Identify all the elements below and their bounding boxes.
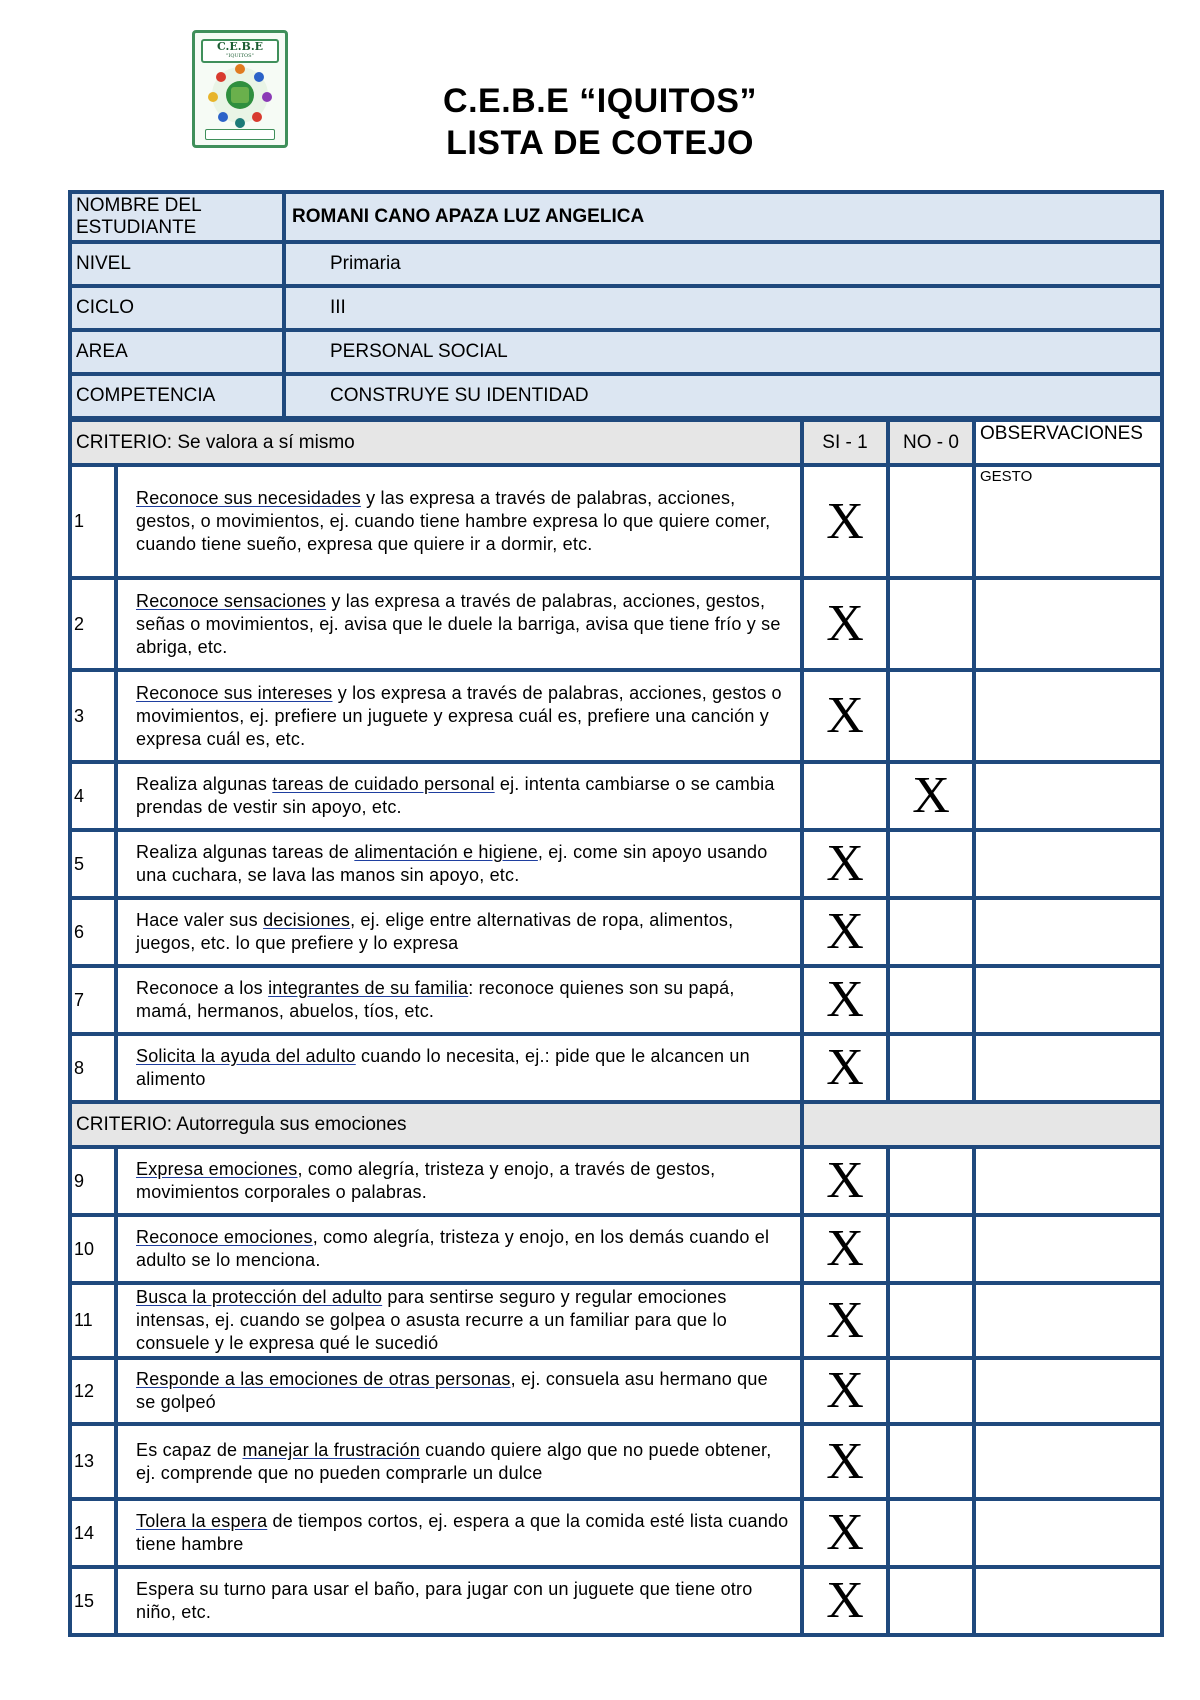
item-description xyxy=(116,762,802,830)
si-cell[interactable] xyxy=(802,1499,888,1567)
no-cell[interactable] xyxy=(888,762,974,830)
column-si: SI - 1 xyxy=(802,420,888,465)
item-number: 15 xyxy=(70,1567,116,1635)
criteria-2-header-fill xyxy=(802,1102,1162,1147)
item-text-underlined: Reconoce sensaciones xyxy=(136,590,327,611)
si-cell[interactable] xyxy=(802,1567,888,1635)
criteria-row xyxy=(70,670,1162,762)
item-description xyxy=(116,578,802,670)
logo-subtext: "IQUITOS" xyxy=(226,53,254,59)
item-text-post: y los expresa a través de palabras, acciones, gestos o movimientos, ej. prefiere un juguete y expresa cuál es, prefiere una canción y expresa cuál es, etc. xyxy=(136,682,782,749)
check-mark: X xyxy=(912,767,950,824)
item-description xyxy=(116,966,802,1034)
item-text-pre: Hace valer sus xyxy=(136,910,264,930)
item-number: 14 xyxy=(70,1499,116,1567)
no-cell[interactable] xyxy=(888,1215,974,1283)
name-label: NOMBRE DEL ESTUDIANTE xyxy=(70,192,284,242)
criteria-row xyxy=(70,1147,1162,1215)
criteria-2-title: CRITERIO: Autorregula sus emociones xyxy=(70,1102,802,1147)
no-cell[interactable] xyxy=(888,1358,974,1424)
check-mark: X xyxy=(826,1291,864,1349)
competence-value: CONSTRUYE SU IDENTIDAD xyxy=(284,374,1162,418)
observation-cell[interactable] xyxy=(974,1567,1162,1635)
check-mark: X xyxy=(826,835,864,892)
criteria-row xyxy=(70,1034,1162,1102)
logo-text: C.E.B.E xyxy=(216,40,264,53)
si-cell[interactable] xyxy=(802,830,888,898)
check-mark: X xyxy=(826,1152,864,1209)
no-cell[interactable] xyxy=(888,1034,974,1102)
item-description xyxy=(116,1499,802,1567)
item-number: 10 xyxy=(70,1215,116,1283)
page-subtitle: LISTA DE COTEJO xyxy=(446,124,754,162)
criteria-row xyxy=(70,898,1162,966)
level-label: NIVEL xyxy=(70,242,284,286)
item-text-post: , ej. consuela asu hermano que se golpeó xyxy=(136,1369,768,1412)
criteria-1-title: CRITERIO: Se valora a sí mismo xyxy=(70,420,802,465)
observation-cell[interactable] xyxy=(974,966,1162,1034)
item-text-post: y las expresa a través de palabras, acciones, gestos, o movimientos, ej. cuando tiene hambre expresa lo que quiere comer, cuando tiene sueño, expresa que quiere ir a dormir, etc. xyxy=(136,488,771,554)
item-text-underlined: integrantes de su familia xyxy=(268,978,469,998)
observation-cell[interactable] xyxy=(974,1283,1162,1358)
observation-cell[interactable] xyxy=(974,830,1162,898)
item-number: 3 xyxy=(70,670,116,762)
criteria-row xyxy=(70,465,1162,578)
check-mark: X xyxy=(826,595,864,652)
info-row-competence xyxy=(70,374,1162,418)
no-cell[interactable] xyxy=(888,1424,974,1499)
criteria-2-header-row xyxy=(70,1102,1162,1147)
no-cell[interactable] xyxy=(888,578,974,670)
criteria-row xyxy=(70,578,1162,670)
item-description xyxy=(116,1215,802,1283)
student-info-table xyxy=(68,190,1164,420)
no-cell[interactable] xyxy=(888,1283,974,1358)
page-title: C.E.B.E “IQUITOS” xyxy=(443,82,757,120)
observation-cell[interactable] xyxy=(974,898,1162,966)
column-observations: OBSERVACIONES xyxy=(974,420,1162,465)
no-cell[interactable] xyxy=(888,830,974,898)
si-cell[interactable] xyxy=(802,1147,888,1215)
item-text-post: para sentirse seguro y regular emociones intensas, ej. cuando se golpea o asusta recurre a un familiar para que lo consuele y le expresa qué le sucedió xyxy=(136,1287,727,1353)
item-text-underlined: tareas de cuidado personal xyxy=(272,774,495,794)
info-row-level xyxy=(70,242,1162,286)
observation-cell[interactable] xyxy=(974,1424,1162,1499)
item-number: 4 xyxy=(70,762,116,830)
item-text-post: , como alegría, tristeza y enojo, en los demás cuando el adulto se lo menciona. xyxy=(136,1227,770,1270)
item-text-post: cuando quiere algo que no puede obtener, ej. comprende que no pueden comprarle un dulce xyxy=(136,1439,772,1483)
area-label: AREA xyxy=(70,330,284,374)
item-description xyxy=(116,1358,802,1424)
item-text-post: Espera su turno para usar el baño, para jugar con un juguete que tiene otro niño, etc. xyxy=(136,1579,753,1622)
children-circle-icon xyxy=(201,61,279,129)
item-number: 9 xyxy=(70,1147,116,1215)
checklist-table xyxy=(68,418,1164,1637)
item-text-post: , ej. elige entre alternativas de ropa, alimentos, juegos, etc. lo que prefiere y lo expresa xyxy=(136,910,734,953)
item-text-post: : reconoce quienes son su papá, mamá, hermanos, abuelos, tíos, etc. xyxy=(136,978,735,1021)
item-number: 2 xyxy=(70,578,116,670)
check-mark: X xyxy=(826,1362,864,1419)
item-text-pre: Es capaz de xyxy=(136,1439,243,1460)
observation-cell[interactable] xyxy=(974,670,1162,762)
si-cell[interactable] xyxy=(802,670,888,762)
info-row-name xyxy=(70,192,1162,242)
item-text-underlined: Reconoce sus necesidades xyxy=(136,488,361,508)
si-cell[interactable] xyxy=(802,966,888,1034)
item-description xyxy=(116,1283,802,1358)
info-row-area xyxy=(70,330,1162,374)
si-cell[interactable] xyxy=(802,1034,888,1102)
item-text-post: de tiempos cortos, ej. espera a que la comida esté lista cuando tiene hambre xyxy=(136,1511,789,1554)
observation-text: GESTO xyxy=(980,468,1033,485)
level-value: Primaria xyxy=(284,242,1162,286)
item-description xyxy=(116,1147,802,1215)
check-mark: X xyxy=(826,1432,864,1490)
item-text-post: , ej. come sin apoyo usando una cuchara, se lava las manos sin apoyo, etc. xyxy=(136,842,768,885)
item-text-underlined: Solicita la ayuda del adulto xyxy=(136,1046,356,1066)
item-text-underlined: alimentación e higiene xyxy=(354,842,538,862)
item-description xyxy=(116,465,802,578)
item-number: 8 xyxy=(70,1034,116,1102)
name-value: ROMANI CANO APAZA LUZ ANGELICA xyxy=(284,192,1162,242)
check-mark: X xyxy=(826,687,864,744)
no-cell[interactable] xyxy=(888,898,974,966)
si-cell[interactable] xyxy=(802,1424,888,1499)
item-text-pre: Realiza algunas tareas de xyxy=(136,842,355,862)
item-number: 1 xyxy=(70,465,116,578)
item-text-post: ej. intenta cambiarse o se cambia prendas de vestir sin apoyo, etc. xyxy=(136,774,775,817)
si-cell[interactable] xyxy=(802,762,888,830)
criteria-row xyxy=(70,1567,1162,1635)
criteria-row xyxy=(70,966,1162,1034)
item-text-underlined: Busca la protección del adulto xyxy=(136,1287,383,1307)
item-number: 12 xyxy=(70,1358,116,1424)
item-text-underlined: manejar la frustración xyxy=(242,1439,420,1460)
criteria-row xyxy=(70,1424,1162,1499)
item-text-post: y las expresa a través de palabras, acciones, gestos, señas o movimientos, ej. avisa que le duele la barriga, avisa que tiene frío y se abriga, etc. xyxy=(136,590,781,657)
no-cell[interactable] xyxy=(888,966,974,1034)
si-cell[interactable] xyxy=(802,898,888,966)
item-text-underlined: Reconoce sus intereses xyxy=(136,682,333,703)
observation-cell[interactable] xyxy=(974,1358,1162,1424)
item-description xyxy=(116,830,802,898)
area-value: PERSONAL SOCIAL xyxy=(284,330,1162,374)
item-text-underlined: Tolera la espera xyxy=(136,1511,268,1531)
item-description xyxy=(116,1567,802,1635)
check-mark: X xyxy=(826,1504,864,1561)
info-row-cycle xyxy=(70,286,1162,330)
criteria-row xyxy=(70,830,1162,898)
criteria-row xyxy=(70,1215,1162,1283)
check-mark: X xyxy=(826,1572,864,1629)
no-cell[interactable] xyxy=(888,1499,974,1567)
si-cell[interactable] xyxy=(802,1358,888,1424)
no-cell[interactable] xyxy=(888,1567,974,1635)
cycle-label: CICLO xyxy=(70,286,284,330)
no-cell[interactable] xyxy=(888,1147,974,1215)
observation-cell[interactable] xyxy=(974,1215,1162,1283)
item-description xyxy=(116,898,802,966)
cycle-value: III xyxy=(284,286,1162,330)
check-mark: X xyxy=(826,492,864,550)
item-text-underlined: Expresa emociones xyxy=(136,1159,298,1179)
item-text-post: , como alegría, tristeza y enojo, a través de gestos, movimientos corporales o palabras. xyxy=(136,1159,716,1202)
item-number: 13 xyxy=(70,1424,116,1499)
item-number: 11 xyxy=(70,1283,116,1358)
observation-cell[interactable] xyxy=(974,1499,1162,1567)
item-text-post: cuando lo necesita, ej.: pide que le alcancen un alimento xyxy=(136,1046,750,1089)
item-number: 7 xyxy=(70,966,116,1034)
criteria-row xyxy=(70,1358,1162,1424)
observation-cell[interactable] xyxy=(974,1034,1162,1102)
observation-cell[interactable] xyxy=(974,1147,1162,1215)
item-description xyxy=(116,1424,802,1499)
logo-banner xyxy=(201,39,279,63)
criteria-row xyxy=(70,1499,1162,1567)
item-text-underlined: Reconoce emociones xyxy=(136,1227,313,1247)
criteria-1-header-row xyxy=(70,420,1162,465)
observation-cell[interactable] xyxy=(974,465,1162,578)
logo-footer-band xyxy=(205,129,275,140)
competence-label: COMPETENCIA xyxy=(70,374,284,418)
school-logo xyxy=(192,30,288,148)
observation-cell[interactable] xyxy=(974,762,1162,830)
column-no: NO - 0 xyxy=(888,420,974,465)
observation-cell[interactable] xyxy=(974,578,1162,670)
item-number: 5 xyxy=(70,830,116,898)
check-mark: X xyxy=(826,1039,864,1096)
item-text-pre: Realiza algunas xyxy=(136,774,273,794)
check-mark: X xyxy=(826,1220,864,1277)
no-cell[interactable] xyxy=(888,670,974,762)
item-text-underlined: Responde a las emociones de otras personas xyxy=(136,1369,511,1389)
item-number: 6 xyxy=(70,898,116,966)
criteria-row xyxy=(70,1283,1162,1358)
criteria-row xyxy=(70,762,1162,830)
si-cell[interactable] xyxy=(802,1283,888,1358)
item-text-pre: Reconoce a los xyxy=(136,978,269,998)
item-description xyxy=(116,670,802,762)
check-mark: X xyxy=(826,903,864,960)
item-description xyxy=(116,1034,802,1102)
si-cell[interactable] xyxy=(802,465,888,578)
check-mark: X xyxy=(826,971,864,1028)
si-cell[interactable] xyxy=(802,1215,888,1283)
si-cell[interactable] xyxy=(802,578,888,670)
item-text-underlined: decisiones xyxy=(263,910,351,930)
no-cell[interactable] xyxy=(888,465,974,578)
